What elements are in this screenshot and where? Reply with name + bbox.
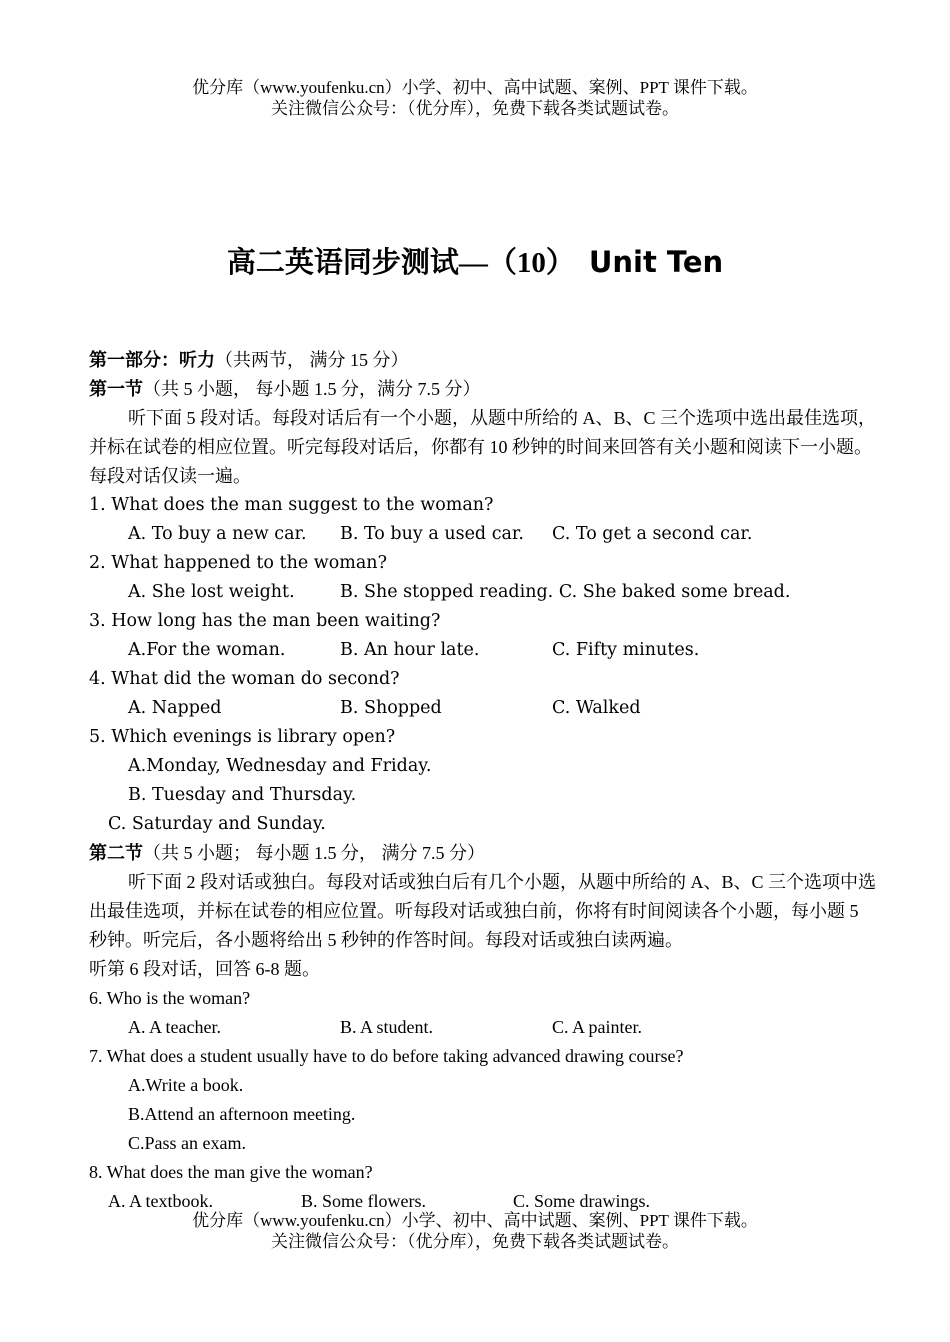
q6-options (89, 1013, 879, 1042)
section1-label: 第一节 (89, 379, 143, 399)
section2-instructions: 听下面 2 段对话或独白。每段对话或独白后有几个小题，从题中所给的 A、B、C 三个选项中选出最佳选项，并标在试卷的相应位置。听每段对话或独白前，你将有时间阅读各个小题，每小题 5 秒钟。听完后，各小题将给出 5 秒钟的作答时间。每段对话或独白读两遍。 (89, 872, 877, 950)
q4-options (89, 694, 879, 723)
part1-label: 第一部分：听力 (89, 350, 215, 370)
q6-stem: 6. Who is the woman? (89, 988, 251, 1008)
q1-option-c: C. To get a second car. (552, 524, 753, 544)
q5-option-b: B. Tuesday and Thursday. (128, 785, 357, 805)
section2-heading (89, 839, 879, 868)
q4-stem: 4. What did the woman do second? (89, 669, 400, 689)
q7-stem: 7. What does a student usually have to do before taking advanced drawing course? (89, 1046, 684, 1066)
section2-sub: 听第 6 段对话，回答 6-8 题。 (89, 959, 320, 979)
q8-option-b: B. Some flowers. (301, 1191, 426, 1211)
q6-option-a: A. A teacher. (128, 1017, 221, 1037)
q5-option-a: A.Monday, Wednesday and Friday. (128, 756, 432, 776)
q3-option-c: C. Fifty minutes. (552, 640, 700, 660)
q8-stem: 8. What does the man give the woman? (89, 1162, 373, 1182)
q6-option-c: C. A painter. (552, 1017, 642, 1037)
q3-option-b: B. An hour late. (340, 640, 480, 660)
header-line-1: 优分库（www.youfenku.cn）小学、初中、高中试题、案例、PPT 课件下载。 (192, 78, 758, 97)
q3-stem: 3. How long has the man been waiting? (89, 611, 441, 631)
q4-option-a: A. Napped (128, 698, 222, 718)
q1-option-a: A. To buy a new car. (128, 524, 307, 544)
q4-option-b: B. Shopped (340, 698, 442, 718)
q8-option-c: C. Some drawings. (513, 1191, 650, 1211)
exam-body (89, 346, 879, 1216)
q7-option-b: B.Attend an afternoon meeting. (128, 1104, 356, 1124)
title-cn: 高二英语同步测试—（10） (226, 247, 575, 279)
section2-note: （共 5 小题； 每小题 1.5 分， 满分 7.5 分） (143, 843, 485, 863)
part1-heading (89, 346, 879, 375)
q7-option-c: C.Pass an exam. (128, 1133, 246, 1153)
header-line-2: 关注微信公众号：（优分库），免费下载各类试题试卷。 (271, 99, 679, 118)
section1-instructions: 听下面 5 段对话。每段对话后有一个小题，从题中所给的 A、B、C 三个选项中选出最佳选项，并标在试卷的相应位置。听完每段对话后，你都有 10 秒钟的时间来回答有关小题和阅读下一小题。每段对话仅读一遍。 (89, 408, 877, 486)
q5-stem: 5. Which evenings is library open? (89, 727, 396, 747)
q2-option-b: B. She stopped reading. (340, 582, 554, 602)
q6-option-b: B. A student. (340, 1017, 434, 1037)
q2-options (89, 578, 879, 607)
q3-options (89, 636, 879, 665)
q5-option-c: C. Saturday and Sunday. (108, 814, 326, 834)
page-title (0, 242, 950, 283)
section1-heading (89, 375, 879, 404)
section1-note: （共 5 小题， 每小题 1.5 分，满分 7.5 分） (143, 379, 481, 399)
q1-options (89, 520, 879, 549)
part1-note: （共两节， 满分 15 分） (215, 350, 409, 370)
footer-line-1: 优分库（www.youfenku.cn）小学、初中、高中试题、案例、PPT 课件下载。 (192, 1211, 758, 1230)
q2-option-a: A. She lost weight. (128, 582, 295, 602)
q2-option-c: C. She baked some bread. (558, 582, 791, 602)
q2-stem: 2. What happened to the woman? (89, 553, 387, 573)
q4-option-c: C. Walked (552, 698, 641, 718)
section2-label: 第二节 (89, 843, 143, 863)
q3-option-a: A.For the woman. (128, 640, 286, 660)
q8-option-a: A. A textbook. (108, 1191, 214, 1211)
q1-option-b: B. To buy a used car. (340, 524, 524, 544)
q1-stem: 1. What does the man suggest to the woman? (89, 495, 494, 515)
q7-option-a: A.Write a book. (128, 1075, 244, 1095)
title-en: Unit Ten (588, 245, 724, 279)
footer-line-2: 关注微信公众号：（优分库），免费下载各类试题试卷。 (271, 1232, 679, 1251)
